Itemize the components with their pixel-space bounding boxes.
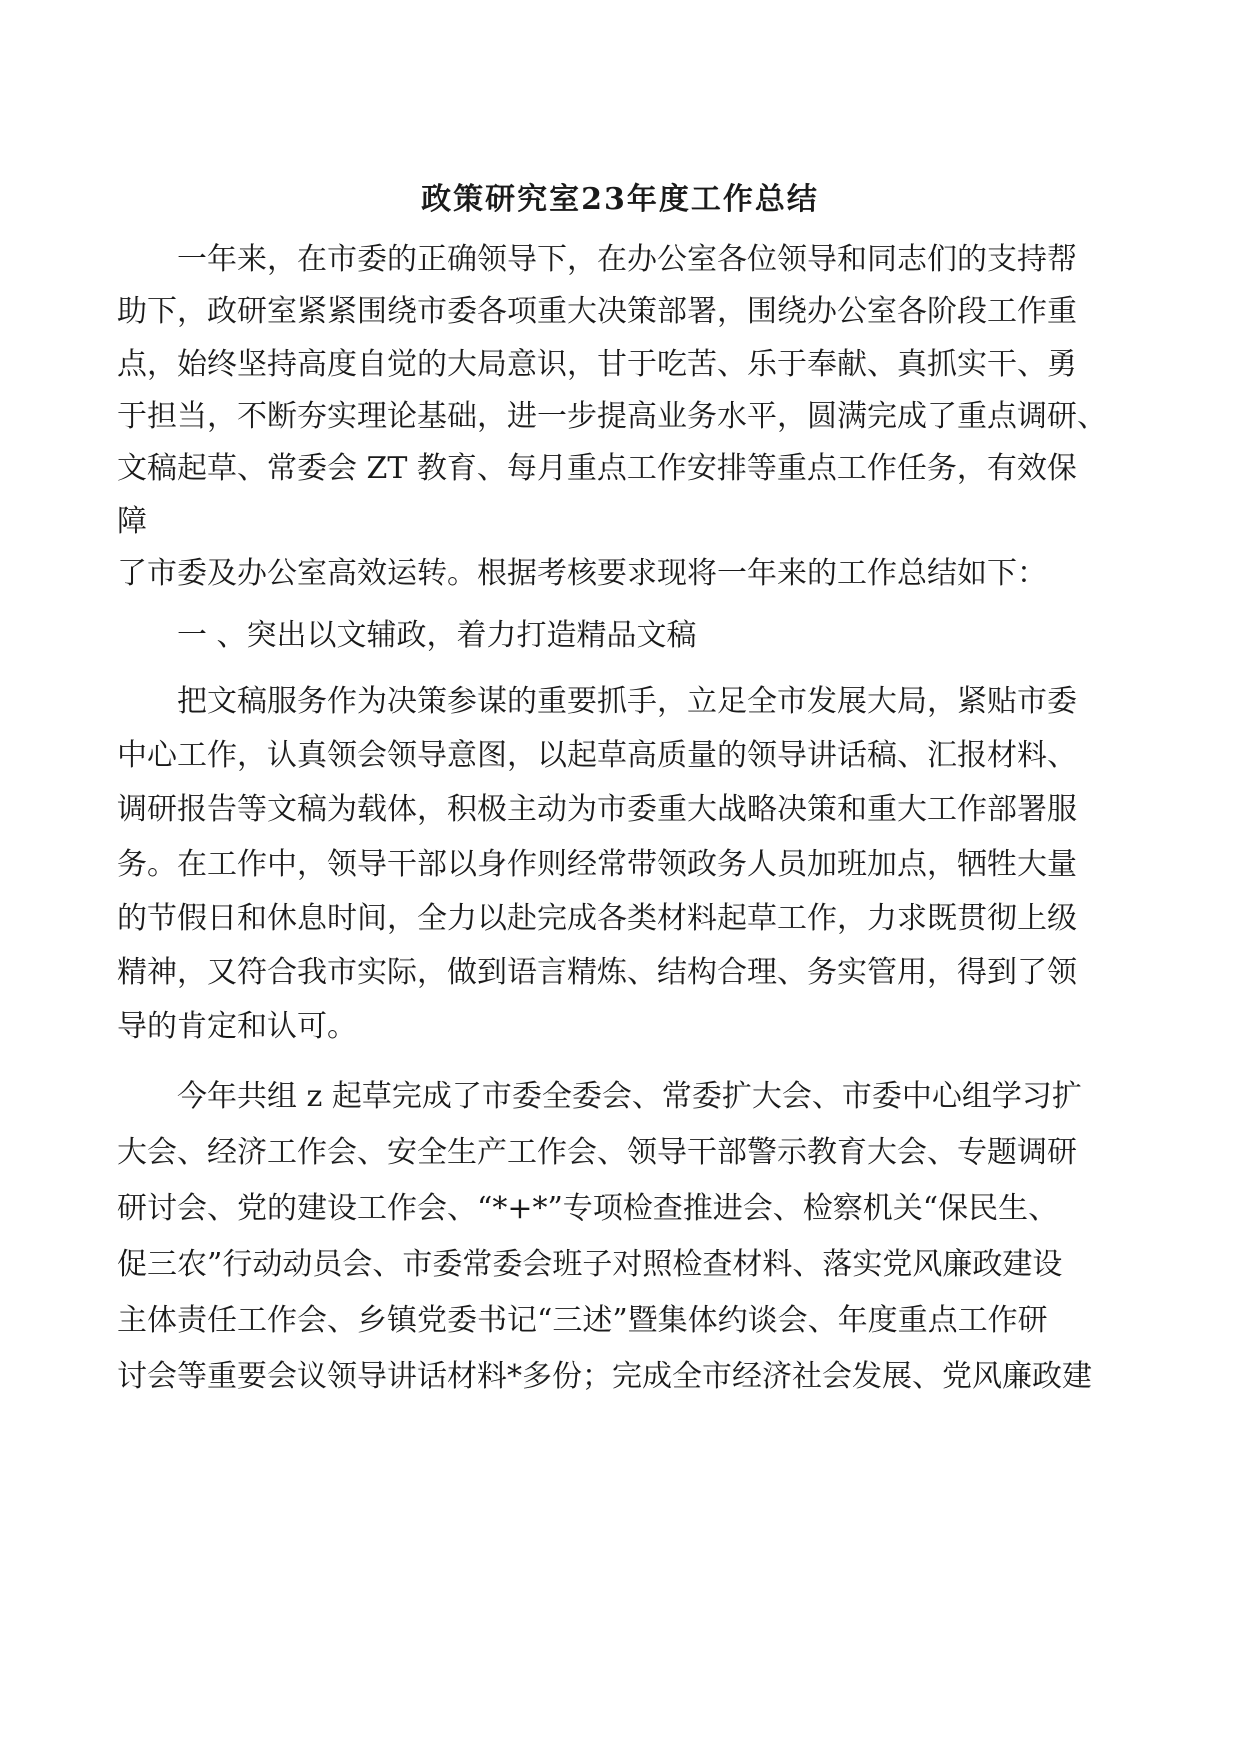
body-line: 导的肯定和认可。 — [117, 1009, 357, 1044]
body-line: 助下，政研室紧紧围绕市委各项重大决策部署，围绕办公室各阶段工作重 — [117, 294, 1077, 329]
body-line: 文稿起草、常委会 ZT 教育、每月重点工作安排等重点工作任务，有效保 — [117, 451, 1077, 486]
body-line: 调研报告等文稿为载体，积极主动为市委重大战略决策和重大工作部署服 — [117, 792, 1077, 827]
section-heading: 一 、突出以文辅政，着力打造精品文稿 — [177, 618, 697, 653]
body-line: 今年共组 z 起草完成了市委全委会、常委扩大会、市委中心组学习扩 — [177, 1079, 1082, 1114]
body-line: 主体责任工作会、乡镇党委书记“三述”暨集体约谈会、年度重点工作研 — [117, 1303, 1048, 1338]
body-line: 大会、经济工作会、安全生产工作会、领导干部警示教育大会、专题调研 — [117, 1135, 1077, 1170]
body-line: 点，始终坚持高度自觉的大局意识，甘于吃苦、乐于奉献、真抓实干、勇 — [117, 347, 1077, 382]
body-line: 的节假日和休息时间，全力以赴完成各类材料起草工作，力求既贯彻上级 — [117, 901, 1077, 936]
body-line: 务。在工作中，领导干部以身作则经常带领政务人员加班加点，牺牲大量 — [117, 847, 1077, 882]
document-title: 政策研究室23年度工作总结 — [421, 182, 819, 217]
body-line: 了市委及办公室高效运转。根据考核要求现将一年来的工作总结如下： — [117, 556, 1047, 591]
body-line: 中心工作，认真领会领导意图，以起草高质量的领导讲话稿、汇报材料、 — [117, 738, 1077, 773]
body-line: 把文稿服务作为决策参谋的重要抓手，立足全市发展大局，紧贴市委 — [177, 684, 1077, 719]
body-line: 于担当，不断夯实理论基础，进一步提高业务水平，圆满完成了重点调研、 — [117, 399, 1107, 434]
body-line: 障 — [117, 504, 147, 539]
body-line: 讨会等重要会议领导讲话材料*多份；完成全市经济社会发展、党风廉政建 — [117, 1359, 1092, 1394]
body-line: 精神，又符合我市实际，做到语言精炼、结构合理、务实管用，得到了领 — [117, 955, 1077, 990]
body-line: 研讨会、党的建设工作会、“*+*”专项检查推进会、检察机关“保民生、 — [117, 1191, 1059, 1226]
body-line: 促三农”行动动员会、市委常委会班子对照检查材料、落实党风廉政建设 — [117, 1247, 1063, 1282]
body-line: 一年来，在市委的正确领导下，在办公室各位领导和同志们的支持帮 — [177, 242, 1077, 277]
